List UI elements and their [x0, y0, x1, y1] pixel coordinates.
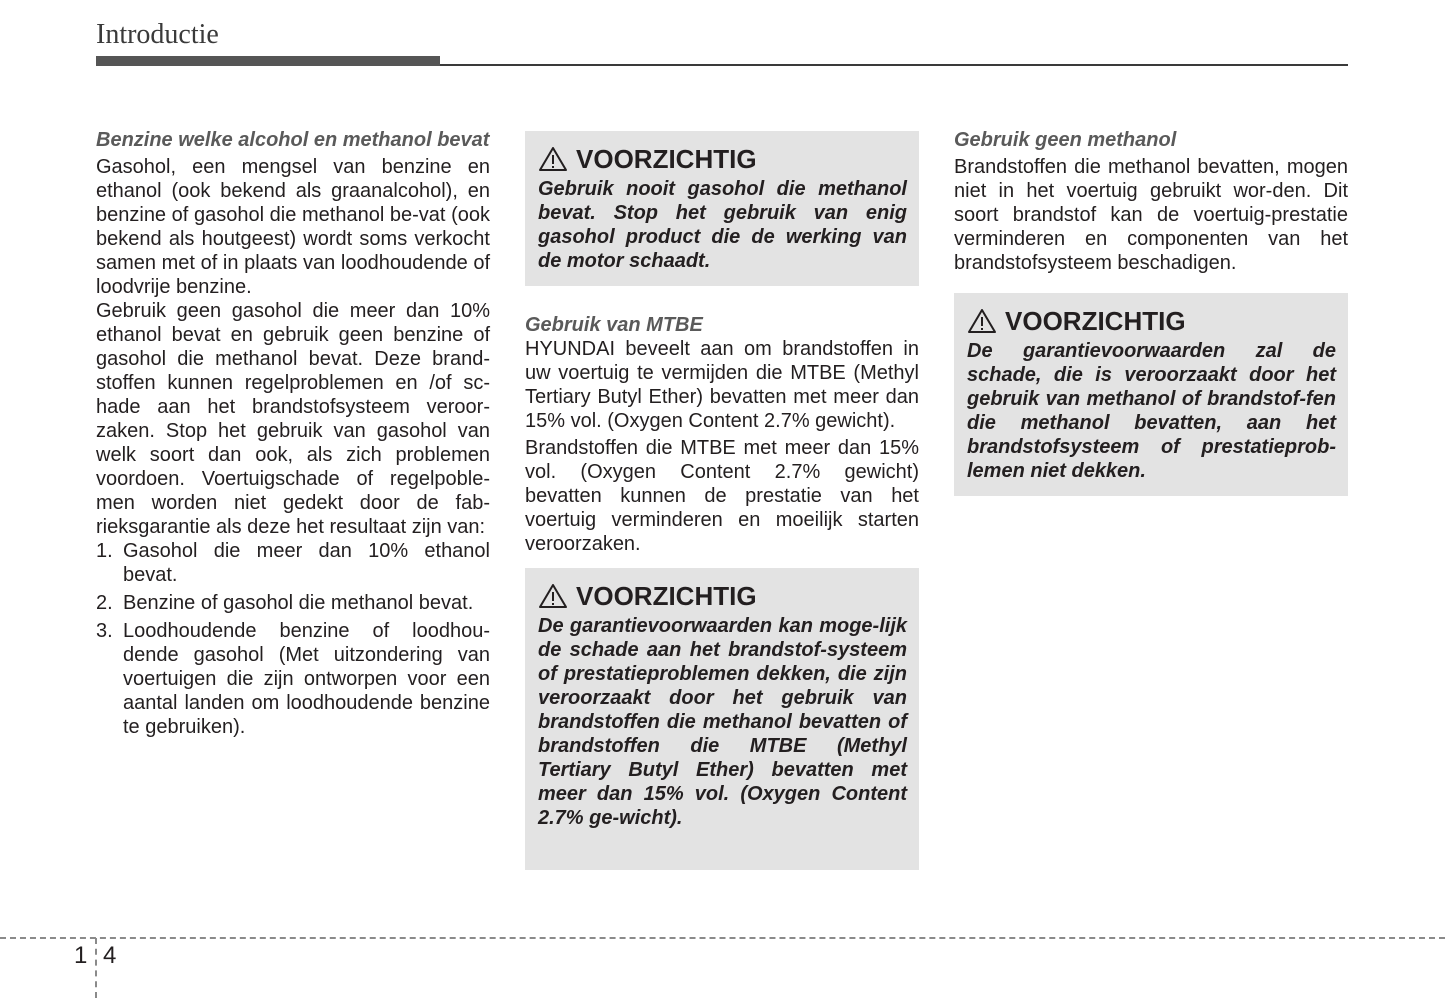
- list-item-text: Loodhoudende benzine of loodhou-dende gasohol (Met uitzondering van voertuigen die zijn ontworpen voor een aantal landen om loodhoudende benzine te gebruiken).: [123, 620, 490, 738]
- chapter-number: 1: [74, 942, 88, 969]
- page-number: 4: [103, 942, 117, 969]
- caution-header: [967, 305, 1336, 337]
- numbered-list: [96, 539, 490, 739]
- caution-box-mtbe: [525, 568, 919, 870]
- warning-triangle-icon: [967, 308, 997, 334]
- list-item: [96, 591, 490, 615]
- page-header-title: Introductie: [96, 19, 219, 50]
- paragraph-mtbe-effects: Brandstoffen die MTBE met meer dan 15% vol. (Oxygen Content 2.7% gewicht) bevatten kunnen de prestatie van het voertuig verminderen en moeilijk starten veroorzaken.: [525, 437, 919, 555]
- caution-header: [538, 580, 907, 612]
- column-right: [954, 128, 1348, 496]
- list-item: [96, 539, 490, 587]
- caution-header: [538, 143, 907, 175]
- paragraph-gasohol-intro: Gasohol, een mengsel van benzine en ethanol (ook bekend als graanalcohol), en benzine of gasohol die methanol be-vat (ook bekend als houtgeest) wordt soms verkocht samen met of in plaats van loodhoudende of loodvrije benzine.: [96, 156, 490, 298]
- paragraph-mtbe-advice: HYUNDAI beveelt aan om brandstoffen in uw voertuig te vermijden die MTBE (Methyl Tertiary Butyl Ether) bevatten met meer dan 15% vol. (Oxygen Content 2.7% gewicht).: [525, 338, 919, 432]
- list-item-text: Gasohol die meer dan 10% ethanol bevat.: [123, 540, 490, 586]
- list-item-text: Benzine of gasohol die methanol bevat.: [123, 592, 474, 614]
- caution-title: VOORZICHTIG: [1005, 306, 1186, 336]
- caution-title: VOORZICHTIG: [576, 581, 757, 611]
- caution-box-gasohol: [525, 131, 919, 286]
- list-item-number: 1.: [96, 540, 113, 562]
- caution-box-methanol: [954, 293, 1348, 496]
- footer-dashed-divider: [95, 938, 97, 998]
- list-item-number: 3.: [96, 620, 113, 642]
- list-item-number: 2.: [96, 592, 113, 614]
- paragraph-methanol: Brandstoffen die methanol bevatten, mogen niet in het voertuig gebruikt wor-den. Dit soort brandstof kan de voertuig-prestatie verminderen en componenten van het brandstofsysteem beschadigen.: [954, 156, 1348, 274]
- list-item: [96, 619, 490, 739]
- warning-triangle-icon: [538, 583, 568, 609]
- footer-dashed-rule: [0, 937, 1445, 939]
- caution-text: Gebruik nooit gasohol die methanol bevat. Stop het gebruik van enig gasohol product die de werking van de motor schaadt.: [538, 178, 907, 272]
- header-rule-thick: [96, 56, 440, 66]
- column-left: [96, 128, 490, 743]
- section-heading-mtbe: Gebruik van MTBE: [525, 314, 703, 336]
- caution-text: De garantievoorwaarden zal de schade, die is veroorzaakt door het gebruik van methanol of brandstof-fen die methanol bevatten, aan het brandstofsysteem of prestatieprob-lemen niet dekken.: [967, 340, 1336, 482]
- warning-triangle-icon: [538, 146, 568, 172]
- caution-title: VOORZICHTIG: [576, 144, 757, 174]
- paragraph-gasohol-warning: Gebruik geen gasohol die meer dan 10% ethanol bevat en gebruik geen benzine of gasohol die methanol bevat. Deze brand-stoffen kunnen regelproblemen en /of sc-hade aan het brandstofsysteem veroor-zaken. Stop het gebruik van gasohol van welk soort dan ook, als zich problemen voordoen. Voertuigschade of regelpoble-men worden niet gedekt door de fab-rieksgarantie als deze het resultaat zijn van:: [96, 300, 490, 538]
- column-middle: [525, 131, 919, 870]
- section-heading-methanol: Gebruik geen methanol: [954, 129, 1177, 151]
- caution-text: De garantievoorwaarden kan moge-lijk de schade aan het brandstof-systeem of prestatieproblemen dekken, die zijn veroorzaakt door het gebruik van brandstoffen die methanol bevatten of brandstoffen die MTBE (Methyl Tertiary Butyl Ether) bevatten met meer dan 15% vol. (Oxygen Content 2.7% ge-wicht).: [538, 615, 907, 829]
- header-rule-thin: [440, 64, 1348, 66]
- section-heading-alcohol: Benzine welke alcohol en methanol bevat: [96, 129, 490, 151]
